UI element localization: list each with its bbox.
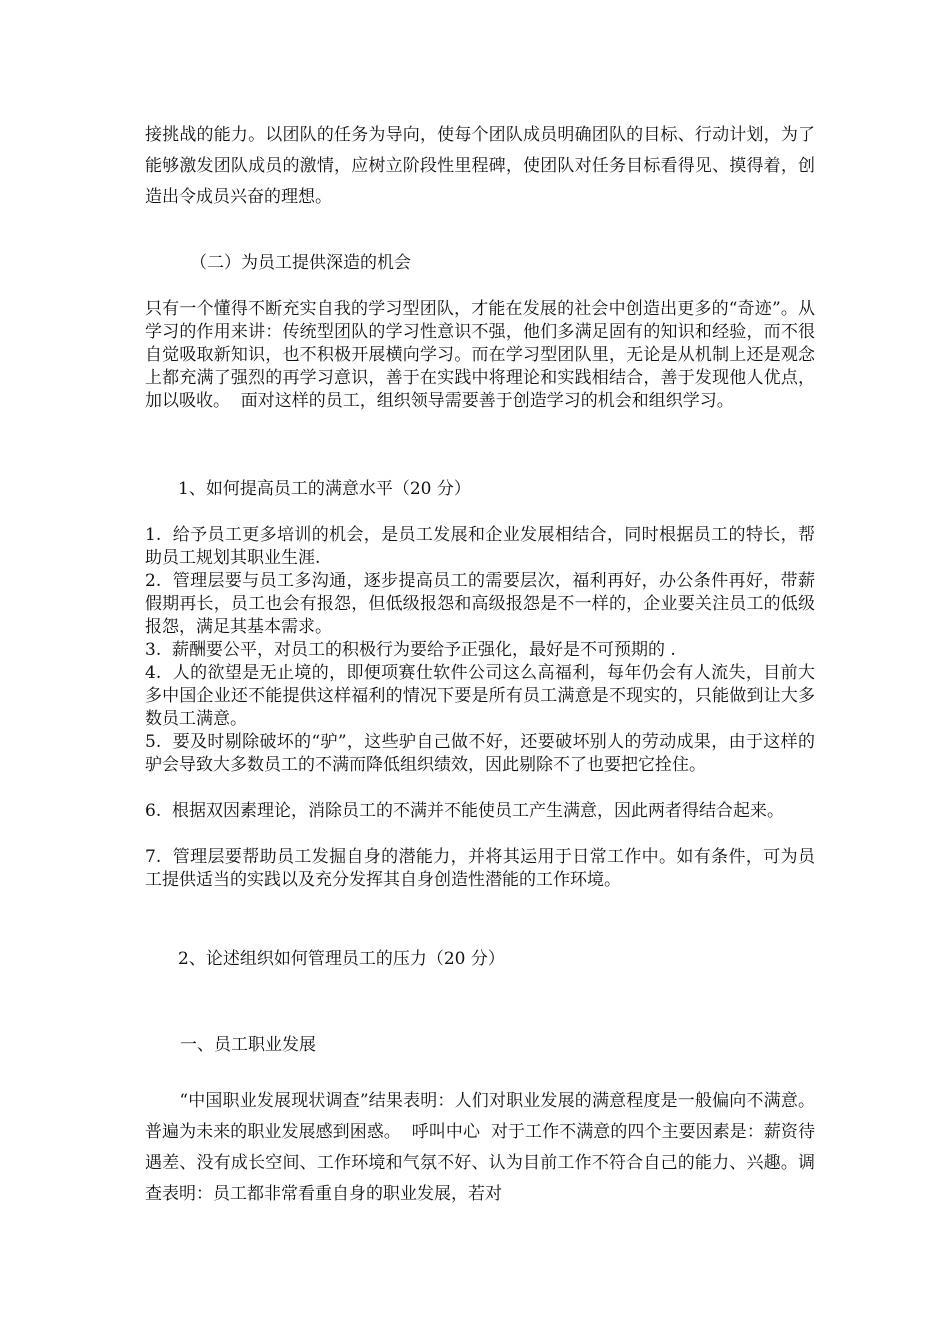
section2-paragraph: 只有一个懂得不断充实自我的学习型团队，才能在发展的社会中创造出更多的“奇迹”。从学习的作用来讲：传统型团队的学习性意识不强，他们多满足固有的知识和经验，而不很自觉吸取新知识，也不积极开展横向学习。而在学习型团队里，无论是从机制上还是观念上都充满了强烈的再学习意识，善于在实践中将理论和实践相结合，善于发现他人优点，加以吸收。 面对这样的员工，组织领导需要善于创造学习的机会和组织学习。 xyxy=(145,299,815,411)
intro-paragraph: 接挑战的能力。以团队的任务为导向，使每个团队成员明确团队的目标、行动计划，为了能够激发团队成员的激情，应树立阶段性里程碑，使团队对任务目标看得见、摸得着，创造出令成员兴奋的理想。 xyxy=(145,125,815,207)
list-item: 2. 管理层要与员工多沟通，逐步提高员工的需要层次，福利再好，办公条件再好，带薪假期再长，员工也会有报怨，但低级报怨和高级报怨是不一样的，企业要关注员工的低级报怨，满足其基本需求。 xyxy=(145,571,815,637)
question-2-heading: 2、论述组织如何管理员工的压力（20 分） xyxy=(178,949,505,969)
section-heading-2: （二）为员工提供深造的机会 xyxy=(190,253,411,273)
list-item: 6. 根据双因素理论，消除员工的不满并不能使员工产生满意，因此两者得结合起来。 xyxy=(145,801,785,821)
question-1-heading: 1、如何提高员工的满意水平（20 分） xyxy=(178,479,471,499)
list-item: 5. 要及时剔除破坏的“驴”，这些驴自己做不好，还要破坏别人的劳动成果，由于这样的驴会导致大多数员工的不满而降低组织绩效，因此剔除不了也要把它拴住。 xyxy=(145,732,815,775)
list-item: 7. 管理层要帮助员工发掘自身的潜能力，并将其运用于日常工作中。如有条件，可为员工提供适当的实践以及充分发挥其自身创造性潜能的工作环境。 xyxy=(145,847,815,890)
list-item: 1. 给予员工更多培训的机会，是员工发展和企业发展相结合，同时根据员工的特长，帮助员工规划其职业生涯. xyxy=(145,525,815,568)
list-item: 4. 人的欲望是无止境的，即便项赛仕软件公司这么高福利，每年仍会有人流失，目前大多中国企业还不能提供这样福利的情况下要是所有员工满意是不现实的，只能做到让大多数员工满意。 xyxy=(145,663,815,729)
part1-paragraph: “中国职业发展现状调查”结果表明：人们对职业发展的满意程度是一般偏向不满意。普遍为未来的职业发展感到困惑。 呼叫中心 对于工作不满意的四个主要因素是：薪资待遇差、没有成长空间、工作环境和气氛不好、认为目前工作不符合自己的能力、兴趣。调查表明：员工都非常看重自身的职业发展，若对 xyxy=(145,1091,815,1204)
part-1-heading: 一、员工职业发展 xyxy=(180,1035,316,1055)
list-item: 3. 薪酬要公平，对员工的积极行为要给予正强化，最好是不可预期的 . xyxy=(145,640,676,660)
